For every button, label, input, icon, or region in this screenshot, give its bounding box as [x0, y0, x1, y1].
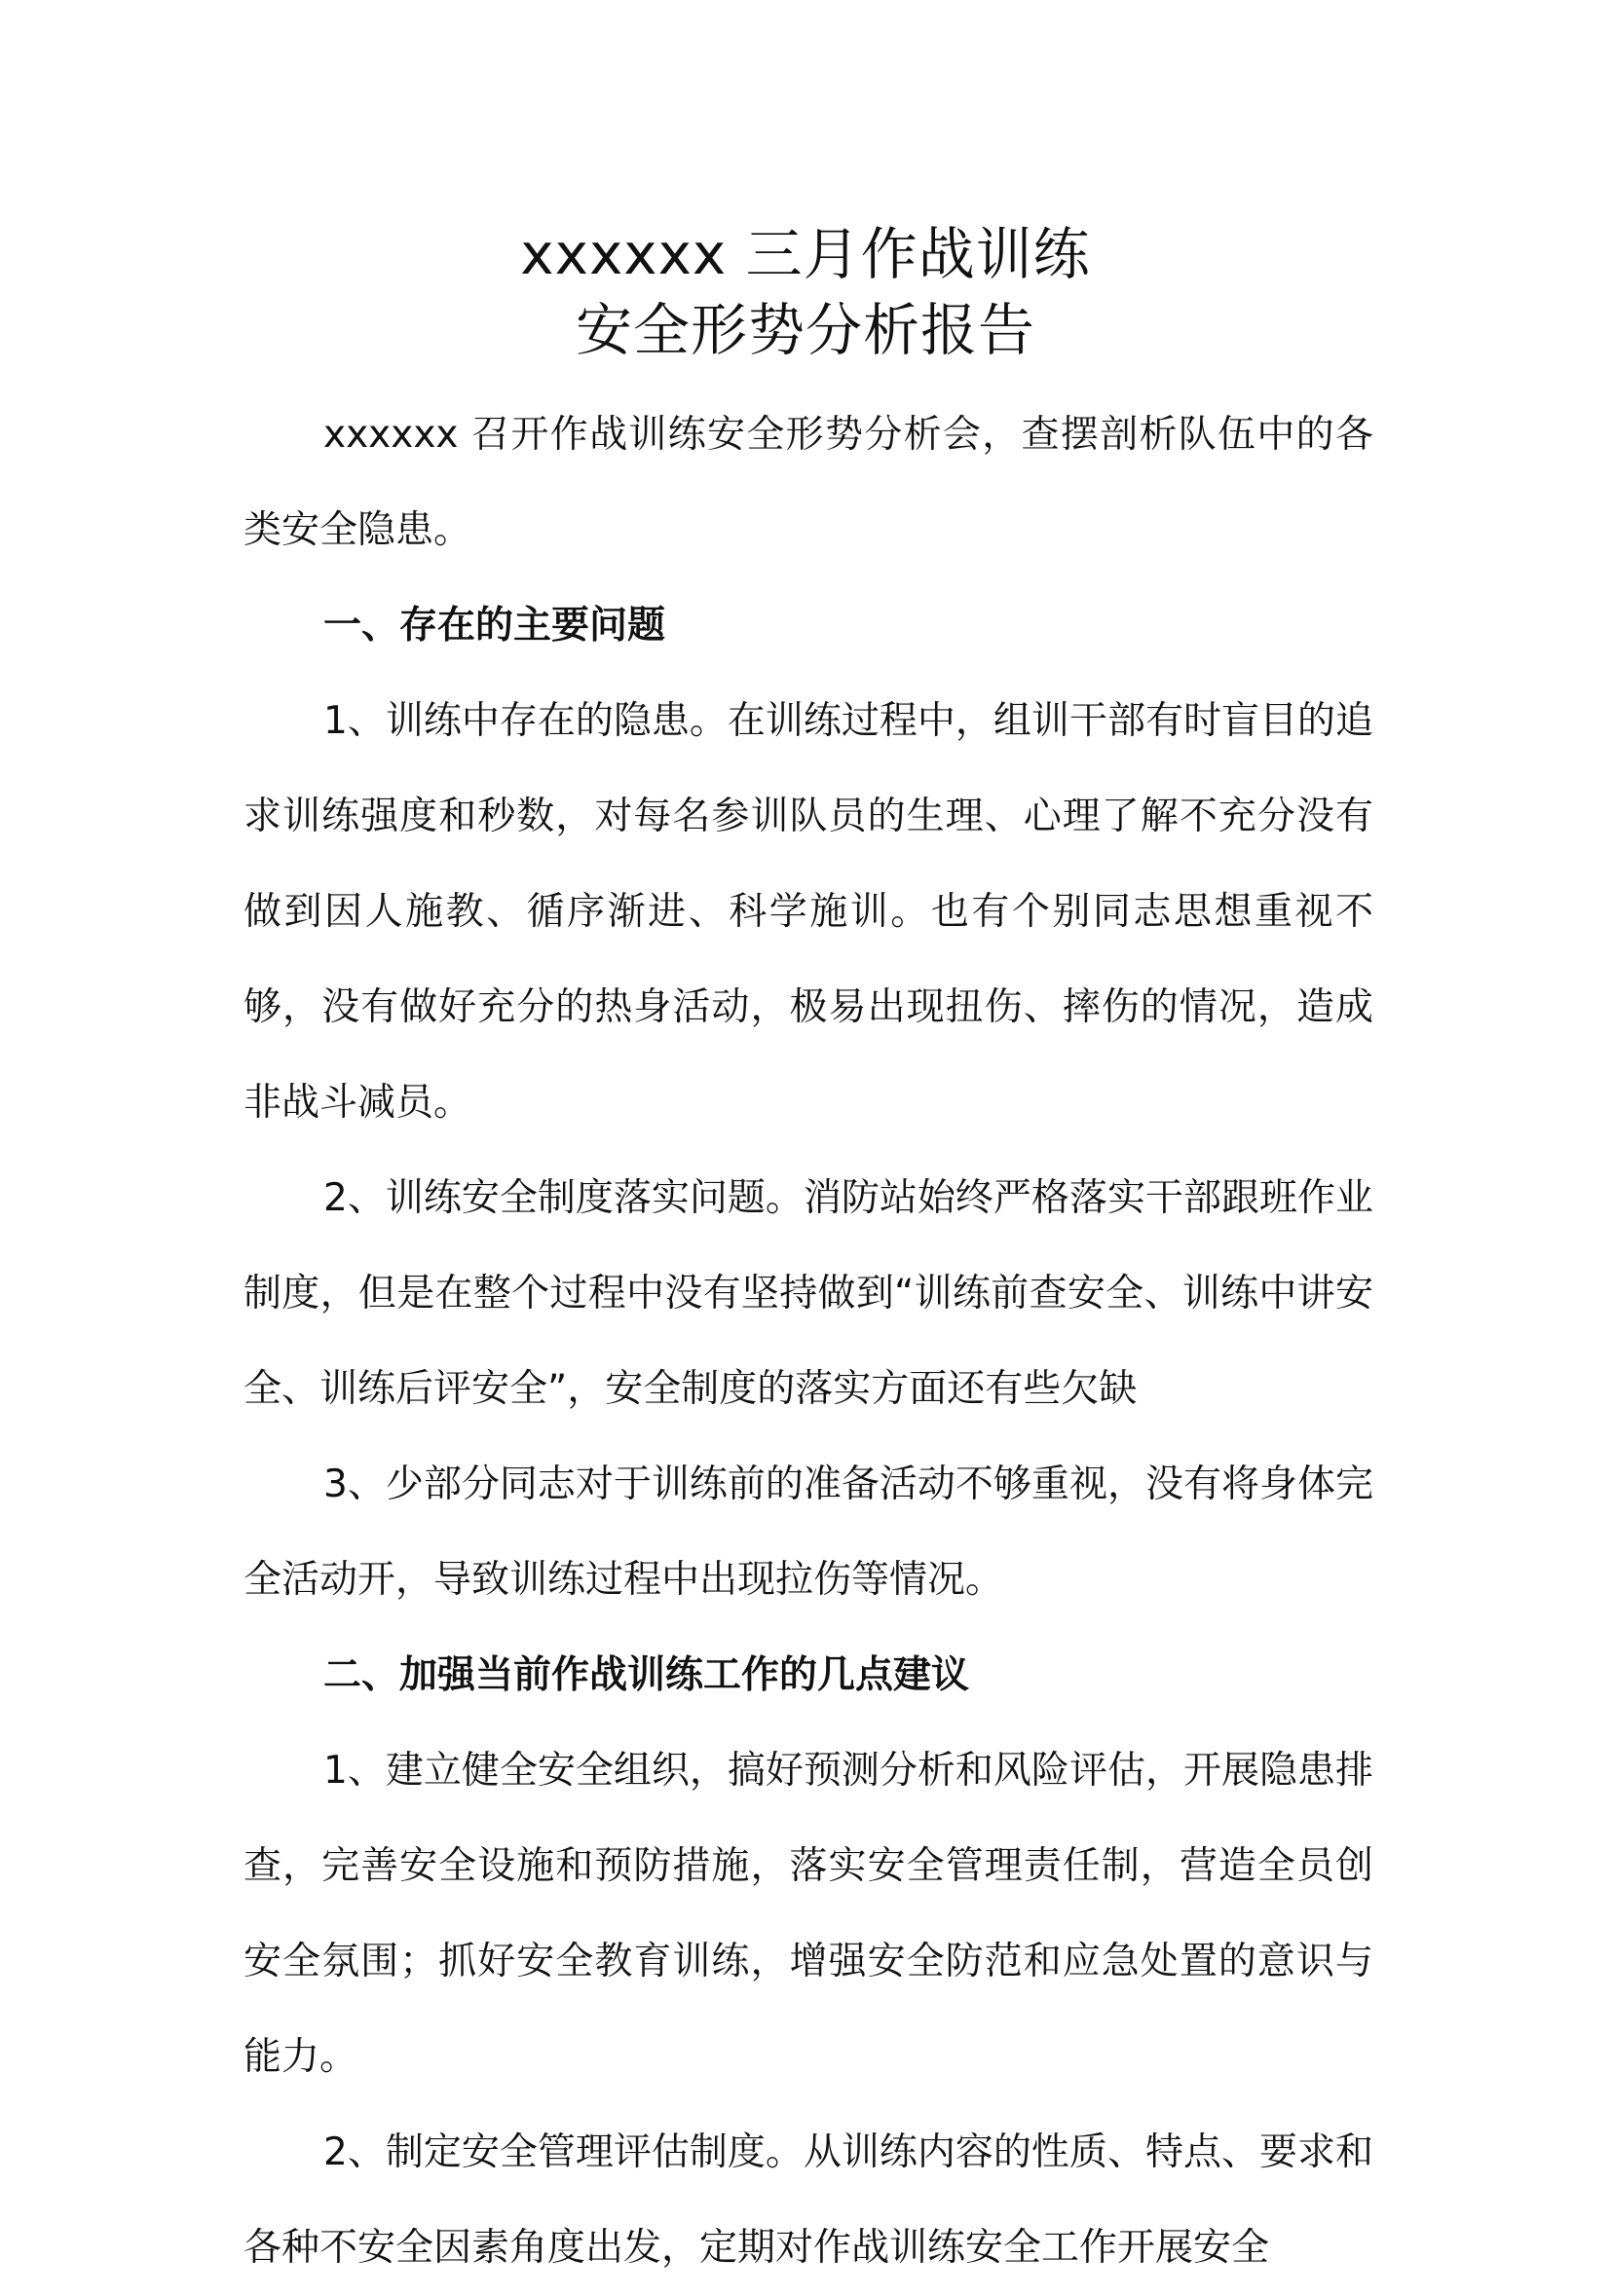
- document-title: [0, 216, 1611, 368]
- section-2-paragraph-2: 2、制定安全管理评估制度。从训练内容的性质、特点、要求和各种不安全因素角度出发，定期对作战训练安全工作开展安全: [244, 2130, 1373, 2270]
- section-1-heading: 一、存在的主要问题: [323, 604, 666, 648]
- section-1-paragraph-3: 3、少部分同志对于训练前的准备活动不够重视，没有将身体完全活动开，导致训练过程中出现拉伤等情况。: [244, 1463, 1373, 1602]
- section-1-paragraph-2: 2、训练安全制度落实问题。消防站始终严格落实干部跟班作业制度，但是在整个过程中没有坚持做到“训练前查安全、训练中讲安全、训练后评安全”，安全制度的落实方面还有些欠缺: [244, 1176, 1373, 1411]
- title-line-1: xxxxxx 三月作战训练: [520, 221, 1091, 287]
- document-body: [244, 388, 1373, 2296]
- section-2-heading: 二、加强当前作战训练工作的几点建议: [323, 1653, 970, 1697]
- title-line-2: 安全形势分析报告: [575, 297, 1035, 363]
- section-2-paragraph-1: 1、建立健全安全组织，搞好预测分析和风险评估，开展隐患排查，完善安全设施和预防措施，落实安全管理责任制，营造全员创安全氛围；抓好安全教育训练，增强安全防范和应急处置的意识与能力。: [244, 1749, 1373, 2079]
- intro-paragraph: xxxxxx 召开作战训练安全形势分析会，查摆剖析队伍中的各类安全隐患。: [244, 413, 1373, 552]
- section-1-paragraph-1: 1、训练中存在的隐患。在训练过程中，组训干部有时盲目的追求训练强度和秒数，对每名参训队员的生理、心理了解不充分没有做到因人施教、循序渐进、科学施训。也有个别同志思想重视不够，没有做好充分的热身活动，极易出现扭伤、摔伤的情况，造成非战斗减员。: [244, 699, 1373, 1125]
